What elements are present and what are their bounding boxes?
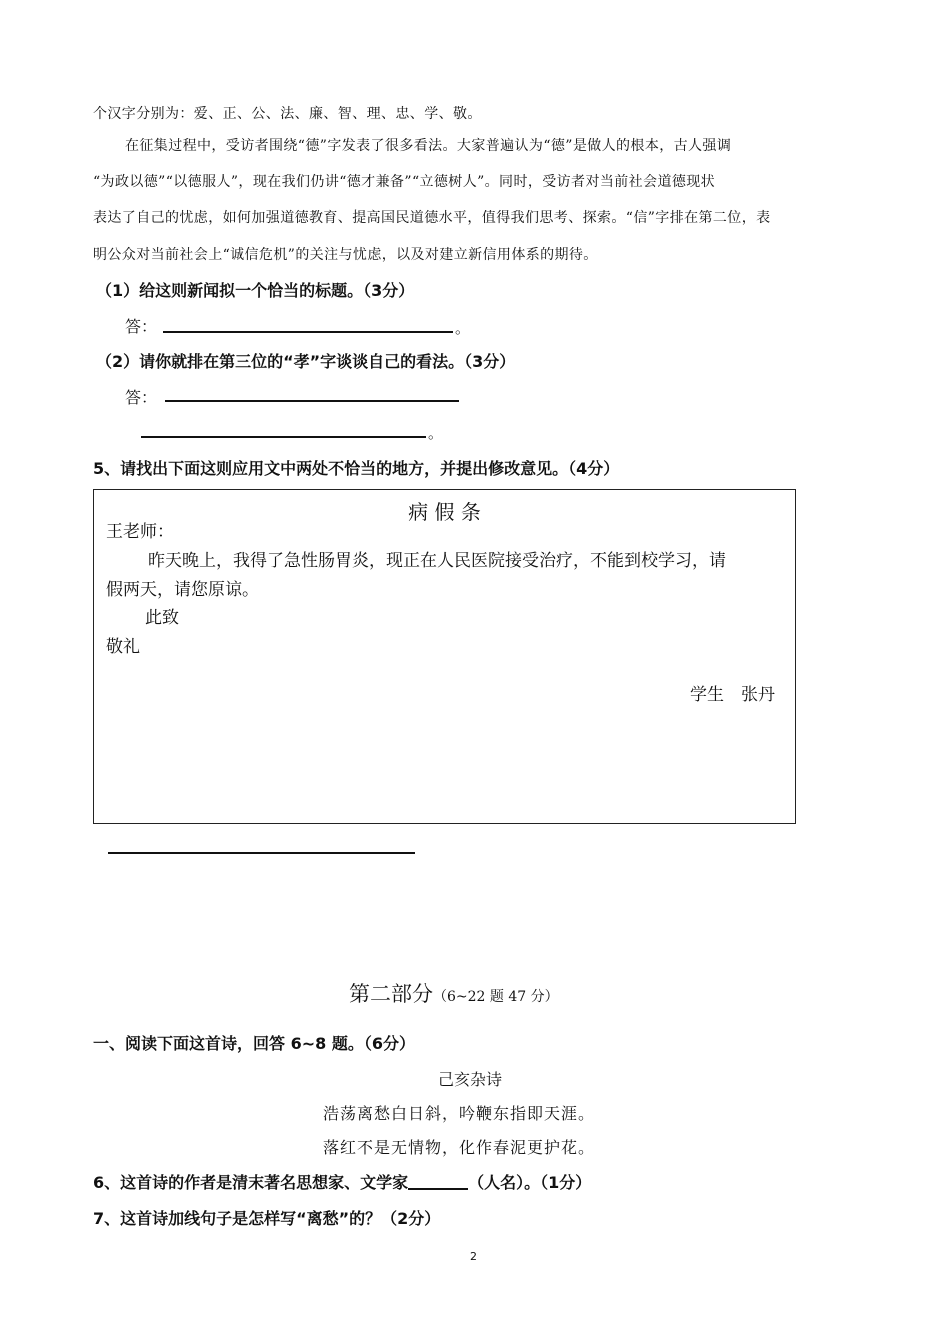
answer-label-2: 答： (125, 388, 158, 407)
answer-line-1[interactable] (163, 331, 453, 333)
note-salutation: 王老师： (106, 522, 174, 542)
poem-line-1: 浩荡离愁白日斜，吟鞭东指即天涯。 (323, 1104, 596, 1123)
sick-leave-note-box (93, 489, 796, 824)
question-1: （1）给这则新闻拟一个恰当的标题。（3分） (96, 281, 415, 300)
article-line-3: “为政以德”“以德服人”，现在我们仍讲“德才兼备”“立德树人”。同时，受访者对当前社会道德现状 (93, 174, 716, 190)
article-line-5: 明公众对当前社会上“诚信危机”的关注与忧虑，以及对建立新信用体系的期待。 (93, 247, 598, 263)
question-6-post: （人名）。（1分） (468, 1173, 592, 1192)
answer-line-2a[interactable] (165, 400, 459, 402)
answer-line-2b[interactable] (141, 436, 426, 438)
part-2-title-main: 第二部分 (349, 982, 433, 1006)
poem-line-2: 落红不是无情物，化作春泥更护花。 (323, 1138, 596, 1157)
answer-end-2: 。 (428, 424, 444, 442)
note-body-line-2: 假两天，请您原谅。 (106, 580, 259, 600)
article-line-2: 在征集过程中，受访者围绕“德”字发表了很多看法。大家普遍认为“德”是做人的根本，古人强调 (125, 138, 732, 154)
note-closing-1: 此致 (145, 608, 179, 628)
question-6 (93, 1170, 591, 1193)
part-2-title (349, 978, 559, 1008)
answer-end-1: 。 (455, 319, 471, 337)
poem-title: 己亥杂诗 (438, 1070, 503, 1089)
question-5: 5、请找出下面这则应用文中两处不恰当的地方，并提出修改意见。（4分） (93, 459, 620, 478)
page-number: 2 (470, 1250, 477, 1263)
question-6-pre: 6、这首诗的作者是清末著名思想家、文学家 (93, 1173, 409, 1192)
note-title: 病 假 条 (408, 500, 481, 524)
answer-line-5[interactable] (108, 852, 415, 854)
note-signature: 学生 张丹 (690, 685, 775, 705)
question-7: 7、这首诗加线句子是怎样写“离愁”的？（2分） (93, 1209, 441, 1228)
note-body-line-1: 昨天晚上，我得了急性肠胃炎，现正在人民医院接受治疗，不能到校学习，请 (148, 551, 726, 571)
note-closing-2: 敬礼 (106, 637, 140, 657)
question-2: （2）请你就排在第三位的“孝”字谈谈自己的看法。（3分） (96, 352, 516, 371)
answer-label-1: 答： (125, 317, 158, 336)
article-line-4: 表达了自己的忧虑，如何加强道德教育、提高国民道德水平，值得我们思考、探索。“信”字排在第二位，表 (93, 210, 771, 226)
section-1-heading: 一、阅读下面这首诗，回答 6~8 题。（6分） (93, 1034, 415, 1053)
part-2-title-sub: （6~22 题 47 分） (433, 989, 559, 1005)
question-6-blank[interactable] (408, 1174, 468, 1190)
article-line-1: 个汉字分别为：爱、正、公、法、廉、智、理、忠、学、敬。 (93, 106, 482, 122)
